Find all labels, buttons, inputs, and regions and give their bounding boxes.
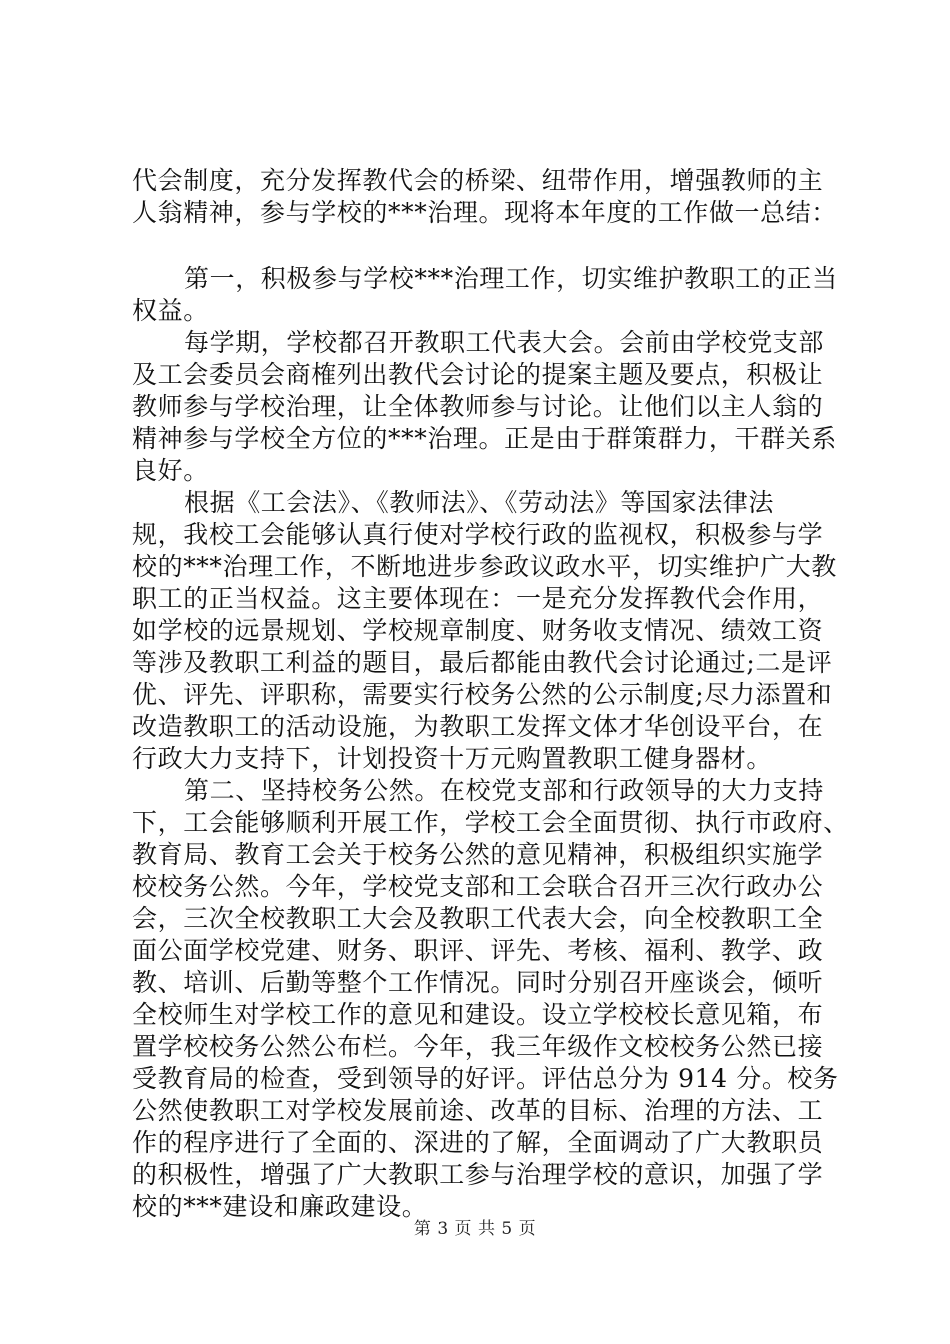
text-line: 的积极性，增强了广大教职工参与治理学校的意识，加强了学 <box>132 1160 824 1189</box>
text-line: 教、培训、后勤等整个工作情况。同时分别召开座谈会，倾听 <box>132 968 824 997</box>
page-number-footer: 第 3 页 共 5 页 <box>413 1219 537 1239</box>
text-line: 教育局、教育工会关于校务公然的意见精神，积极组织实施学 <box>132 840 824 869</box>
text-line: 受教育局的检查，受到领导的好评。评估总分为 914 分。校务 <box>132 1064 839 1093</box>
paragraph-gap <box>132 229 832 263</box>
text-line: 第二、坚持校务公然。在校党支部和行政领导的大力支持 <box>184 776 825 805</box>
text-line: 校校务公然。今年，学校党支部和工会联合召开三次行政办公 <box>132 872 824 901</box>
text-line: 职工的正当权益。这主要体现在：一是充分发挥教代会作用， <box>132 584 824 613</box>
text-line: 会，三次全校教职工大会及教职工代表大会，向全校教职工全 <box>132 904 824 933</box>
text-line: 规，我校工会能够认真行使对学校行政的监视权，积极参与学 <box>132 520 824 549</box>
body-text <box>132 165 849 1223</box>
text-line: 全校师生对学校工作的意见和建设。设立学校校长意见箱，布 <box>132 1000 824 1029</box>
text-line: 代会制度，充分发挥教代会的桥梁、纽带作用，增强教师的主 <box>132 166 824 195</box>
text-line: 等涉及教职工利益的题目，最后都能由教代会讨论通过;二是评 <box>132 648 833 677</box>
text-line: 公然使教职工对学校发展前途、改革的目标、治理的方法、工 <box>132 1096 824 1125</box>
text-line: 教师参与学校治理，让全体教师参与讨论。让他们以主人翁的 <box>132 392 824 421</box>
text-line: 校的***治理工作，不断地进步参政议政水平，切实维护广大教 <box>132 552 837 581</box>
text-line: 精神参与学校全方位的***治理。正是由于群策群力，干群关系 <box>132 424 837 453</box>
text-line: 如学校的远景规划、学校规章制度、财务收支情况、绩效工资 <box>132 616 824 645</box>
text-line: 面公面学校党建、财务、职评、评先、考核、福利、教学、政 <box>132 936 824 965</box>
text-line: 及工会委员会商榷列出教代会讨论的提案主题及要点，积极让 <box>132 360 824 389</box>
text-line: 根据《工会法》、《教师法》、《劳动法》等国家法律法 <box>184 488 775 517</box>
text-line: 行政大力支持下，计划投资十万元购置教职工健身器材。 <box>132 744 773 773</box>
text-line: 作的程序进行了全面的、深进的了解，全面调动了广大教职员 <box>132 1128 824 1157</box>
text-line: 下，工会能够顺利开展工作，学校工会全面贯彻、执行市政府、 <box>132 808 849 837</box>
text-line: 改造教职工的活动设施，为教职工发挥文体才华创设平台，在 <box>132 712 824 741</box>
text-line: 优、评先、评职称，需要实行校务公然的公示制度;尽力添置和 <box>132 680 833 709</box>
text-line: 置学校校务公然公布栏。今年，我三年级作文校校务公然已接 <box>132 1032 824 1061</box>
section-heading: 权益。 <box>132 296 209 325</box>
text-line: 良好。 <box>132 456 209 485</box>
text-line: 校的***建设和廉政建设。 <box>132 1192 428 1221</box>
text-line: 每学期，学校都召开教职工代表大会。会前由学校党支部 <box>184 328 825 357</box>
text-line: 人翁精神，参与学校的***治理。现将本年度的工作做一总结： <box>132 198 837 227</box>
section-heading: 第一，积极参与学校***治理工作，切实维护教职工的正当 <box>184 264 838 293</box>
